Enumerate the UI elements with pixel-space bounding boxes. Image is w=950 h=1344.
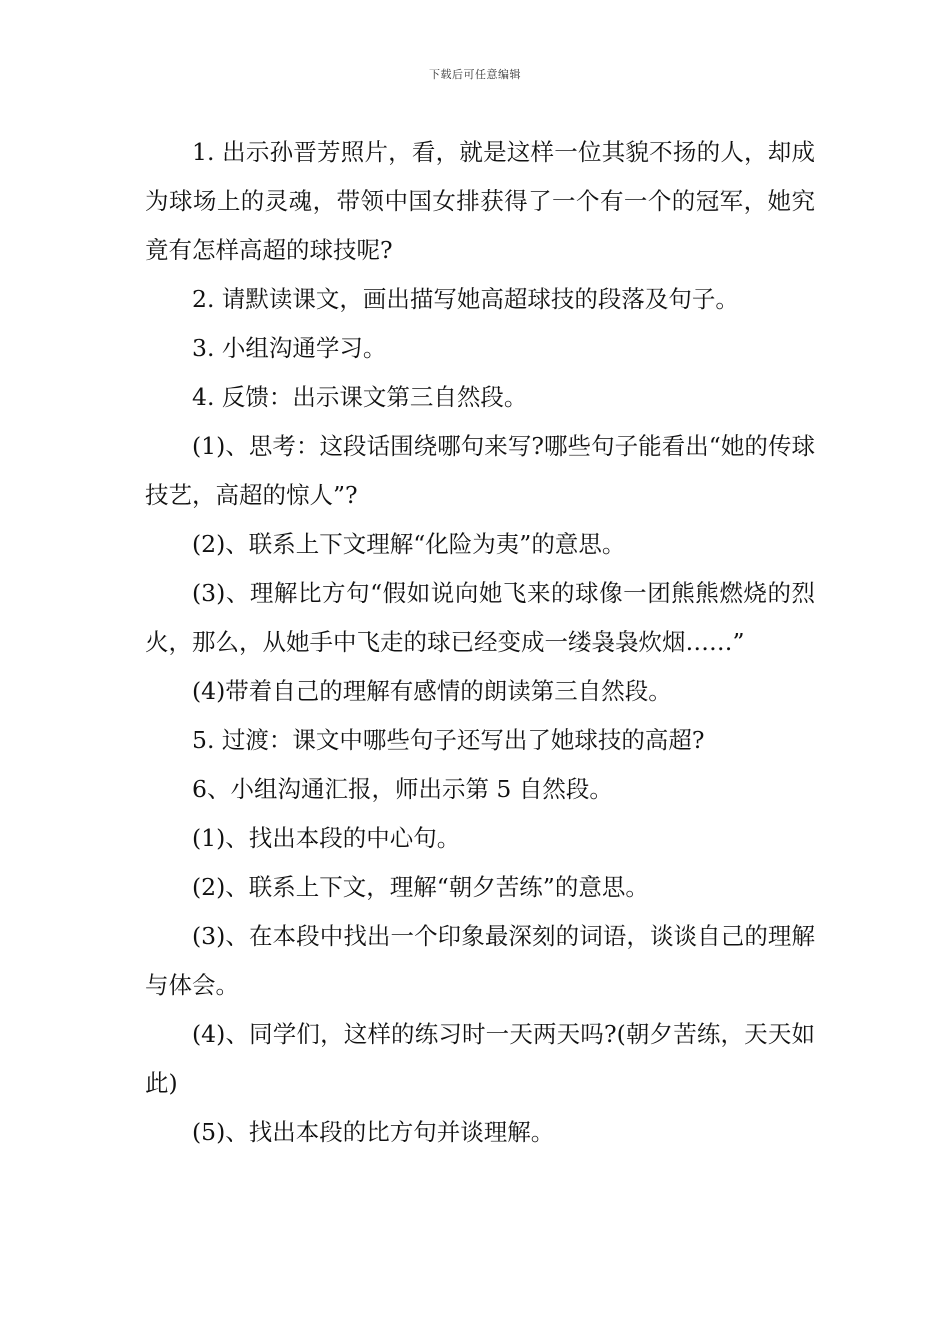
paragraph-12: (2)、联系上下文，理解“朝夕苦练”的意思。 — [192, 873, 649, 901]
paragraph-2: 2. 请默读课文，画出描写她高超球技的段落及句子。 — [192, 285, 739, 313]
document-body — [145, 128, 815, 1157]
paragraph-7: (3)、理解比方句“假如说向她飞来的球像一团熊熊燃烧的烈火，那么，从她手中飞走的球已经变成一缕袅袅炊烟……” — [145, 579, 815, 656]
paragraph-8: (4)带着自己的理解有感情的朗读第三自然段。 — [192, 677, 672, 705]
paragraph-13: (3)、在本段中找出一个印象最深刻的词语，谈谈自己的理解与体会。 — [145, 922, 815, 999]
paragraph-3: 3. 小组沟通学习。 — [192, 334, 387, 362]
paragraph-9: 5. 过渡：课文中哪些句子还写出了她球技的高超? — [192, 726, 705, 754]
page-header: 下载后可任意编辑 — [429, 68, 521, 81]
paragraph-11: (1)、找出本段的中心句。 — [192, 824, 461, 852]
paragraph-15: (5)、找出本段的比方句并谈理解。 — [192, 1118, 555, 1146]
paragraph-6: (2)、联系上下文理解“化险为夷”的意思。 — [192, 530, 626, 558]
paragraph-1: 1. 出示孙晋芳照片，看，就是这样一位其貌不扬的人，却成为球场上的灵魂，带领中国女排获得了一个有一个的冠军，她究竟有怎样高超的球技呢? — [145, 138, 815, 264]
paragraph-5: (1)、思考：这段话围绕哪句来写?哪些句子能看出“她的传球技艺，高超的惊人”? — [145, 432, 815, 509]
paragraph-4: 4. 反馈：出示课文第三自然段。 — [192, 383, 528, 411]
paragraph-14: (4)、同学们，这样的练习时一天两天吗?(朝夕苦练，天天如此) — [145, 1020, 815, 1097]
paragraph-10: 6、小组沟通汇报，师出示第 5 自然段。 — [192, 775, 613, 803]
